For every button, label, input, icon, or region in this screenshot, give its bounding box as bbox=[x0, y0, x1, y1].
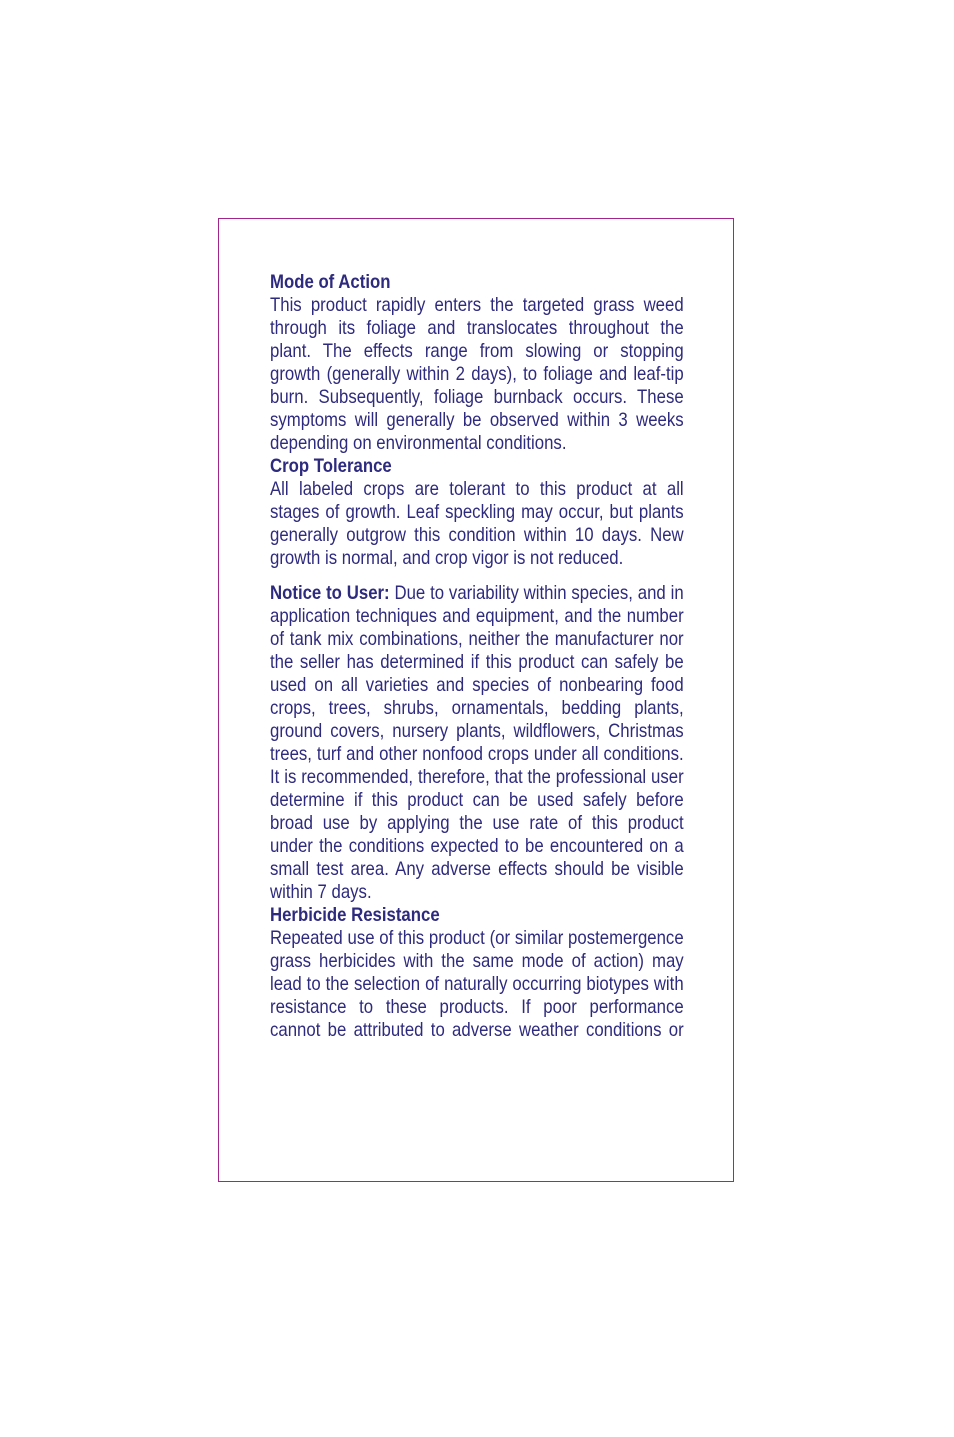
crop-tolerance-body: All labeled crops are tolerant to this product at all stages of growth. Leaf speckling may occur, but plants generally outgrow this condition within 10 days. New growth is normal, and crop vigor is not reduced. bbox=[270, 478, 684, 569]
herbicide-resistance-body: Repeated use of this product (or similar postemergence grass herbicides with the same mode of action) may lead to the selection of naturally occurring biotypes with resistance to these products. If poor performance cannot be attributed to adverse weather conditions or bbox=[270, 927, 684, 1041]
mode-of-action-heading: Mode of Action bbox=[270, 271, 391, 293]
notice-to-user-heading: Notice to User: bbox=[270, 582, 390, 604]
herbicide-resistance-heading: Herbicide Resistance bbox=[270, 904, 440, 926]
label-text-block bbox=[270, 271, 684, 1042]
notice-to-user-paragraph bbox=[270, 582, 684, 904]
crop-tolerance-heading: Crop Tolerance bbox=[270, 455, 392, 477]
notice-to-user-body: Due to variability within species, and in application techniques and equipment, and the number of tank mix combinations, neither the manufacturer nor the seller has determined if this product can safely be used on all varieties and species of nonbearing food crops, trees, shrubs, ornamentals, bedding plants, ground covers, nursery plants, wildflowers, Christmas trees, turf and other nonfood crops under all conditions. It is recommended, therefore, that the professional user determine if this product can be used safely before broad use by applying the use rate of this product under the conditions expected to be encountered on a small test area. Any adverse effects should be visible within 7 days. bbox=[270, 582, 684, 903]
label-panel bbox=[218, 218, 734, 1182]
section-spacer bbox=[270, 570, 684, 582]
mode-of-action-body: This product rapidly enters the targeted grass weed through its foliage and translocates throughout the plant. The effects range from slowing or stopping growth (generally within 2 days), to foliage and leaf-tip burn. Subsequently, foliage burnback occurs. These symptoms will generally be observed within 3 weeks depending on environmental conditions. bbox=[270, 294, 684, 454]
